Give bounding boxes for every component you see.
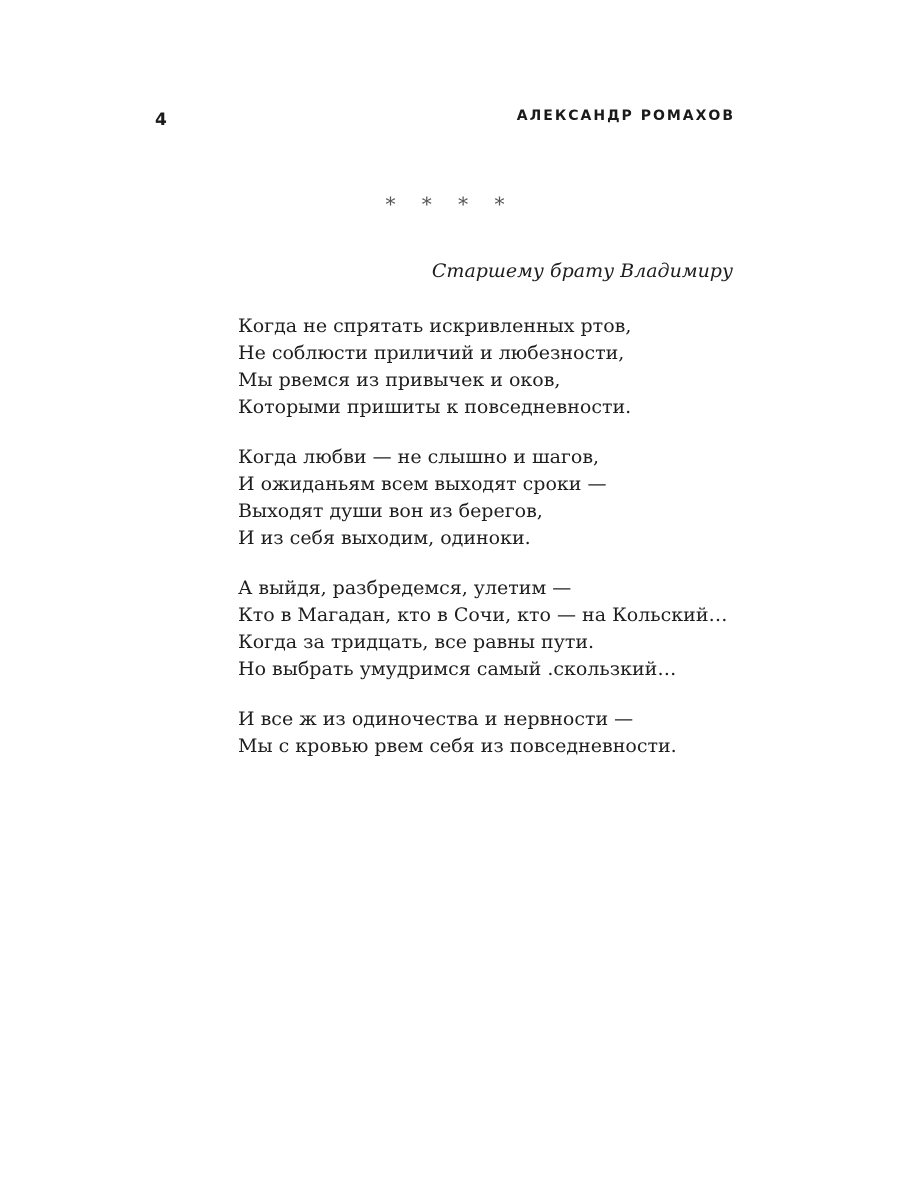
poem-line: Мы рвемся из привычек и оков, xyxy=(238,369,561,391)
poem-line: И из себя выходим, одиноки. xyxy=(238,527,531,549)
stanza-4 xyxy=(238,706,758,760)
page-number: 4 xyxy=(155,110,167,130)
poem-line: И все ж из одиночества и нервности — xyxy=(238,708,634,730)
stanza-3 xyxy=(238,575,758,683)
stanza-2 xyxy=(238,444,758,552)
poem-line: Когда любви — не слышно и шагов, xyxy=(238,446,600,468)
poem-line: А выйдя, разбредемся, улетим — xyxy=(238,577,572,599)
poem-line: Но выбрать умудримся самый .скользкий… xyxy=(238,658,677,680)
running-header-author: АЛЕКСАНДР РОМАХОВ xyxy=(516,108,735,124)
poem xyxy=(238,313,758,783)
section-separator: * * * * xyxy=(385,192,515,216)
stanza-1 xyxy=(238,313,758,421)
poem-line: Когда не спрятать искривленных ртов, xyxy=(238,315,632,337)
poem-line: Не соблюсти приличий и любезности, xyxy=(238,342,625,364)
dedication: Старшему брату Владимиру xyxy=(431,260,733,282)
poem-line: И ожиданьям всем выходят сроки — xyxy=(238,473,607,495)
poem-line: Выходят души вон из берегов, xyxy=(238,500,543,522)
poem-line: Кто в Магадан, кто в Сочи, кто — на Кольский… xyxy=(238,604,728,626)
poem-line: Мы с кровью рвем себя из повседневности. xyxy=(238,735,677,757)
poem-line: Когда за тридцать, все равны пути. xyxy=(238,631,595,653)
poem-line: Которыми пришиты к повседневности. xyxy=(238,396,632,418)
